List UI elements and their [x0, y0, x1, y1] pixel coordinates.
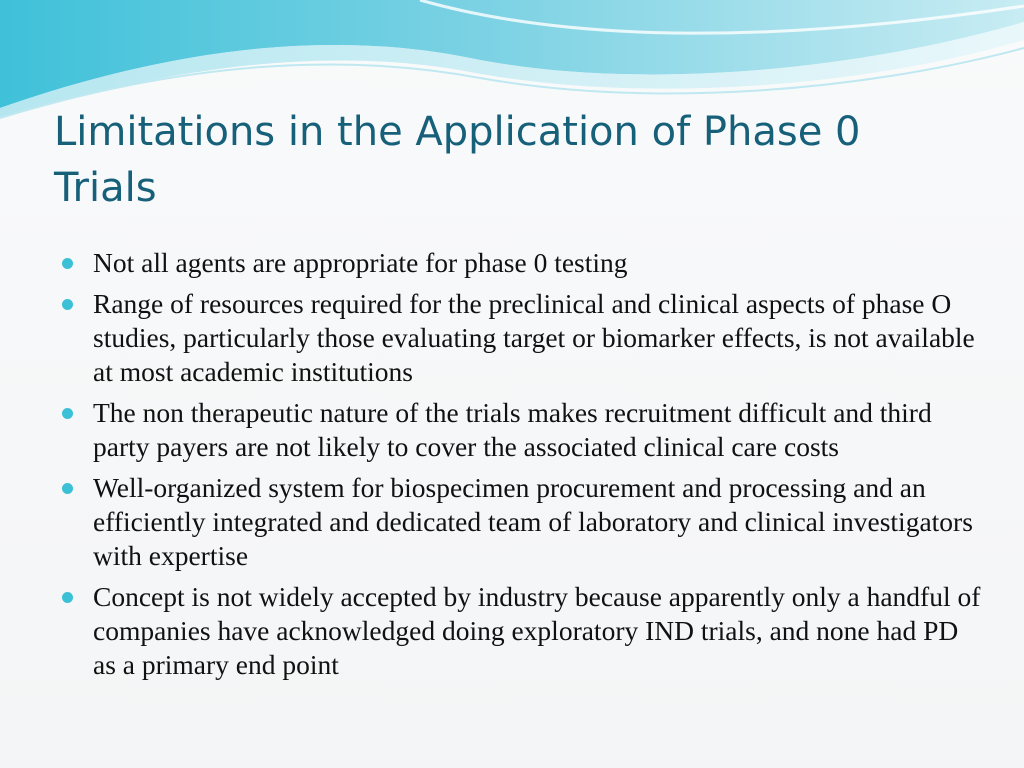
- bullet-item: [62, 471, 982, 573]
- bullet-text: Well-organized system for biospecimen procurement and processing and an efficiently integrated and dedicated team of laboratory and clinical investigators with expertise: [93, 472, 973, 571]
- bullet-text: Concept is not widely accepted by industry because apparently only a handful of companies have acknowledged doing exploratory IND trials, and none had PD as a primary end point: [93, 581, 981, 680]
- bullet-text: Range of resources required for the preclinical and clinical aspects of phase O studies, particularly those evaluating target or biomarker effects, is not available at most academic institutions: [93, 288, 975, 387]
- bullet-item: [62, 580, 982, 682]
- bullet-item: [62, 396, 982, 464]
- bullet-dot-icon: [62, 483, 73, 494]
- bullet-dot-icon: [62, 258, 73, 269]
- bullet-dot-icon: [62, 299, 73, 310]
- bullet-text: Not all agents are appropriate for phase 0 testing: [93, 247, 628, 278]
- bullet-item: [62, 287, 982, 389]
- slide-title: Limitations in the Application of Phase 0 Trials: [54, 109, 861, 211]
- bullet-dot-icon: [62, 592, 73, 603]
- bullet-list: [62, 246, 982, 689]
- bullet-item: [62, 246, 982, 280]
- bullet-dot-icon: [62, 408, 73, 419]
- bullet-text: The non therapeutic nature of the trials makes recruitment difficult and third party payers are not likely to cover the associated clinical care costs: [93, 397, 932, 462]
